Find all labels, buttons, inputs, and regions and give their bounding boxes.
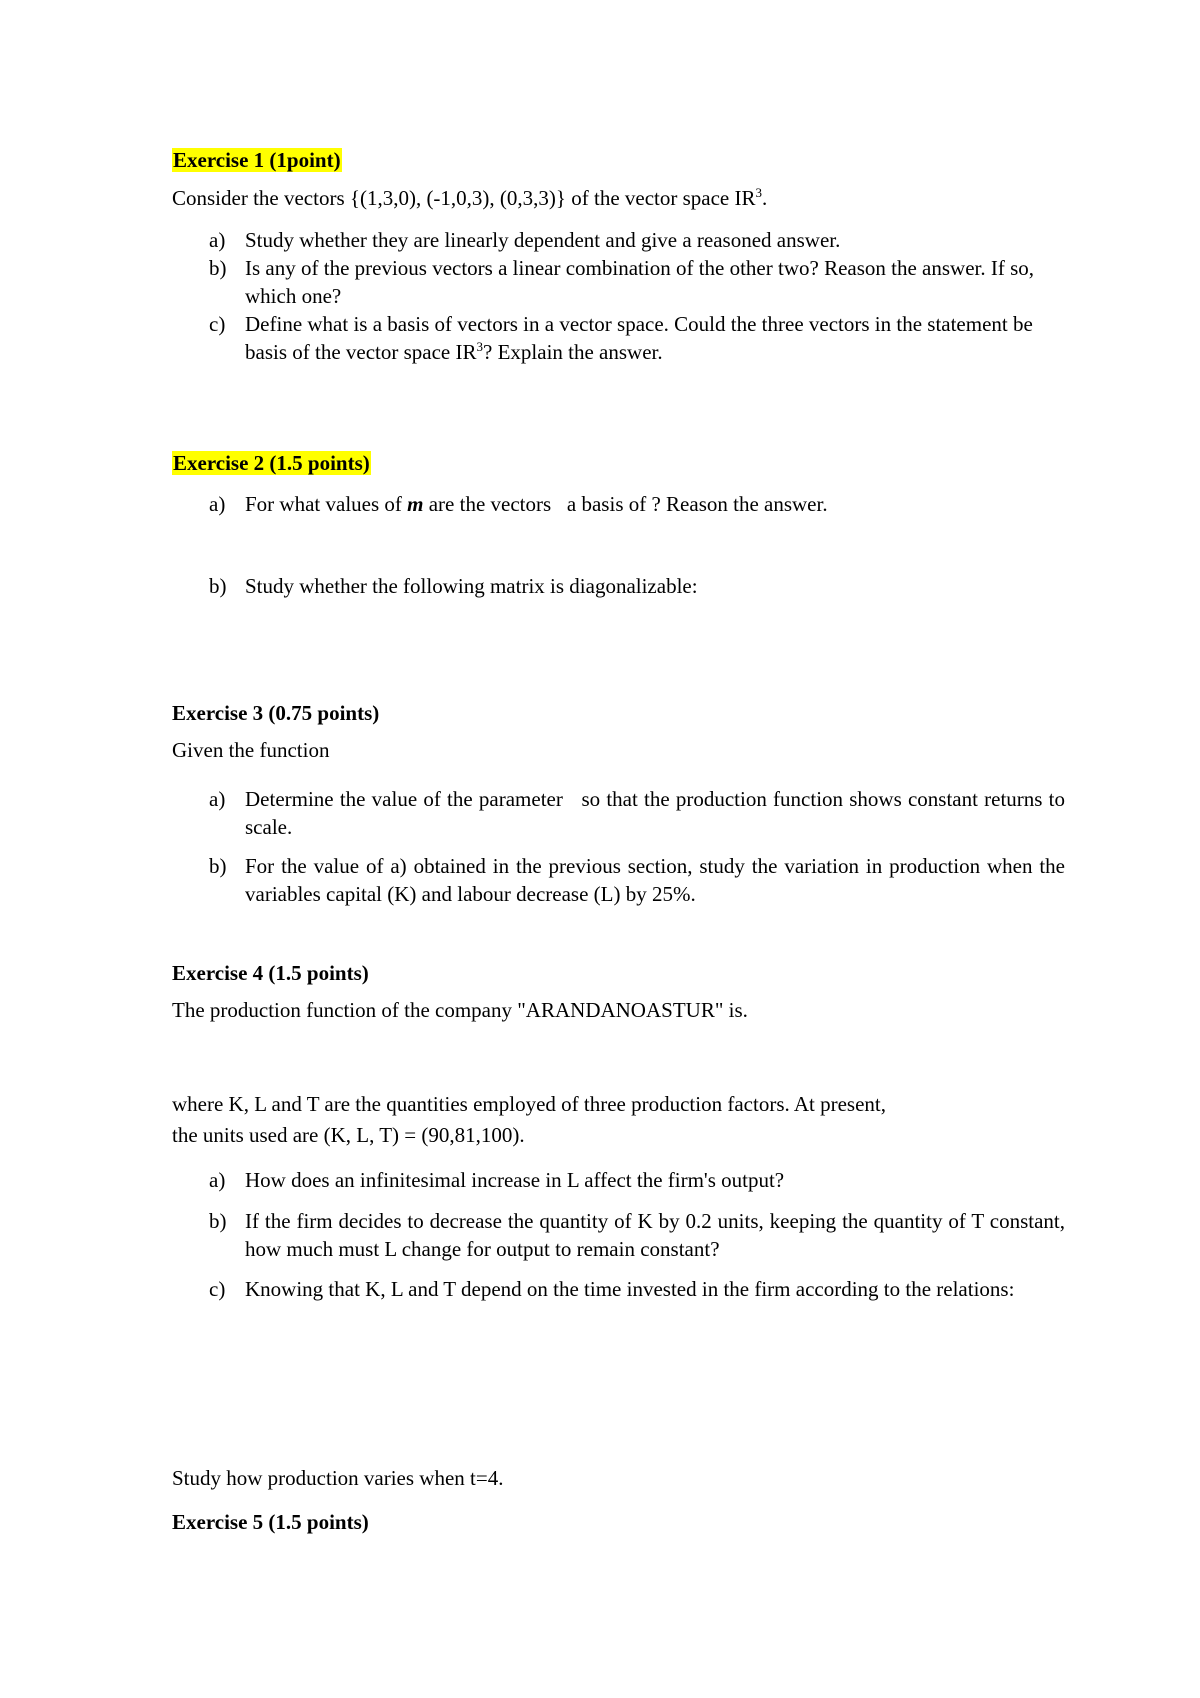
item-text: For the value of a) obtained in the previous section, study the variation in production when the variables capital (K) and labour decrease (L) by 25%. — [245, 854, 1065, 906]
exercise-1-intro-text: Consider the vectors {(1,3,0), (-1,0,3), (0,3,3)} of the vector space IR — [172, 186, 756, 210]
item-text: Is any of the previous vectors a linear combination of the other two? Reason the answer. If so, which one? — [245, 256, 1035, 308]
item-text: If the firm decides to decrease the quantity of K by 0.2 units, keeping the quantity of T constant, how much must L change for output to remain constant? — [245, 1209, 1065, 1261]
item-text: How does an infinitesimal increase in L affect the firm's output? — [245, 1168, 785, 1192]
exercise-1-intro-superscript: 3 — [755, 185, 762, 200]
exercise-1-intro-end: . — [762, 186, 768, 210]
item-text-end: are the vectors a basis of ? Reason the answer. — [423, 492, 828, 516]
exercise-1-title-highlight: Exercise 1 (1point) — [173, 148, 341, 172]
exercise-4-where-line-2: the units used are (K, L, T) = (90,81,100). — [172, 1123, 525, 1147]
exercise-1-title — [172, 147, 342, 173]
item-label: b) — [209, 256, 227, 280]
item-label: c) — [209, 1277, 226, 1301]
exercise-4-title: Exercise 4 (1.5 points) — [172, 961, 369, 985]
item-text — [245, 310, 1065, 366]
item-text: Study whether they are linearly dependent and give a reasoned answer. — [245, 228, 841, 252]
exercise-3-title: Exercise 3 (0.75 points) — [172, 701, 380, 725]
item-label: a) — [209, 228, 226, 252]
exercise-4-intro: The production function of the company "ARANDANOASTUR" is. — [172, 998, 748, 1022]
item-text: Study whether the following matrix is diagonalizable: — [245, 574, 698, 598]
exercise-4-where-line-1: where K, L and T are the quantities employed of three production factors. At present, — [172, 1092, 886, 1116]
exercise-4-study: Study how production varies when t=4. — [172, 1466, 504, 1490]
item-label: b) — [209, 574, 227, 598]
item-text — [245, 490, 1065, 518]
item-text-main: For what values of — [245, 492, 408, 516]
item-text-end: ? Explain the answer. — [483, 340, 663, 364]
item-text: Determine the value of the parameter so that the production function shows constant returns to scale. — [245, 787, 1071, 839]
exercise-5-title: Exercise 5 (1.5 points) — [172, 1510, 369, 1534]
item-label: b) — [209, 1209, 227, 1233]
variable-m: m — [407, 492, 424, 516]
exercise-1-intro — [172, 183, 767, 214]
item-label: a) — [209, 1168, 226, 1192]
exercise-3-intro: Given the function — [172, 738, 330, 762]
item-label: a) — [209, 492, 226, 516]
exercise-2-title — [172, 450, 371, 476]
item-label: a) — [209, 787, 226, 811]
item-label: c) — [209, 312, 226, 336]
item-text-superscript: 3 — [476, 339, 484, 354]
item-text: Knowing that K, L and T depend on the time invested in the firm according to the relations: — [245, 1277, 1015, 1301]
item-label: b) — [209, 854, 227, 878]
exercise-2-title-highlight: Exercise 2 (1.5 points) — [173, 451, 370, 475]
item-text-main: Define what is a basis of vectors in a vector space. Could the three vectors in the statement be basis of the vector space IR — [245, 312, 1033, 364]
